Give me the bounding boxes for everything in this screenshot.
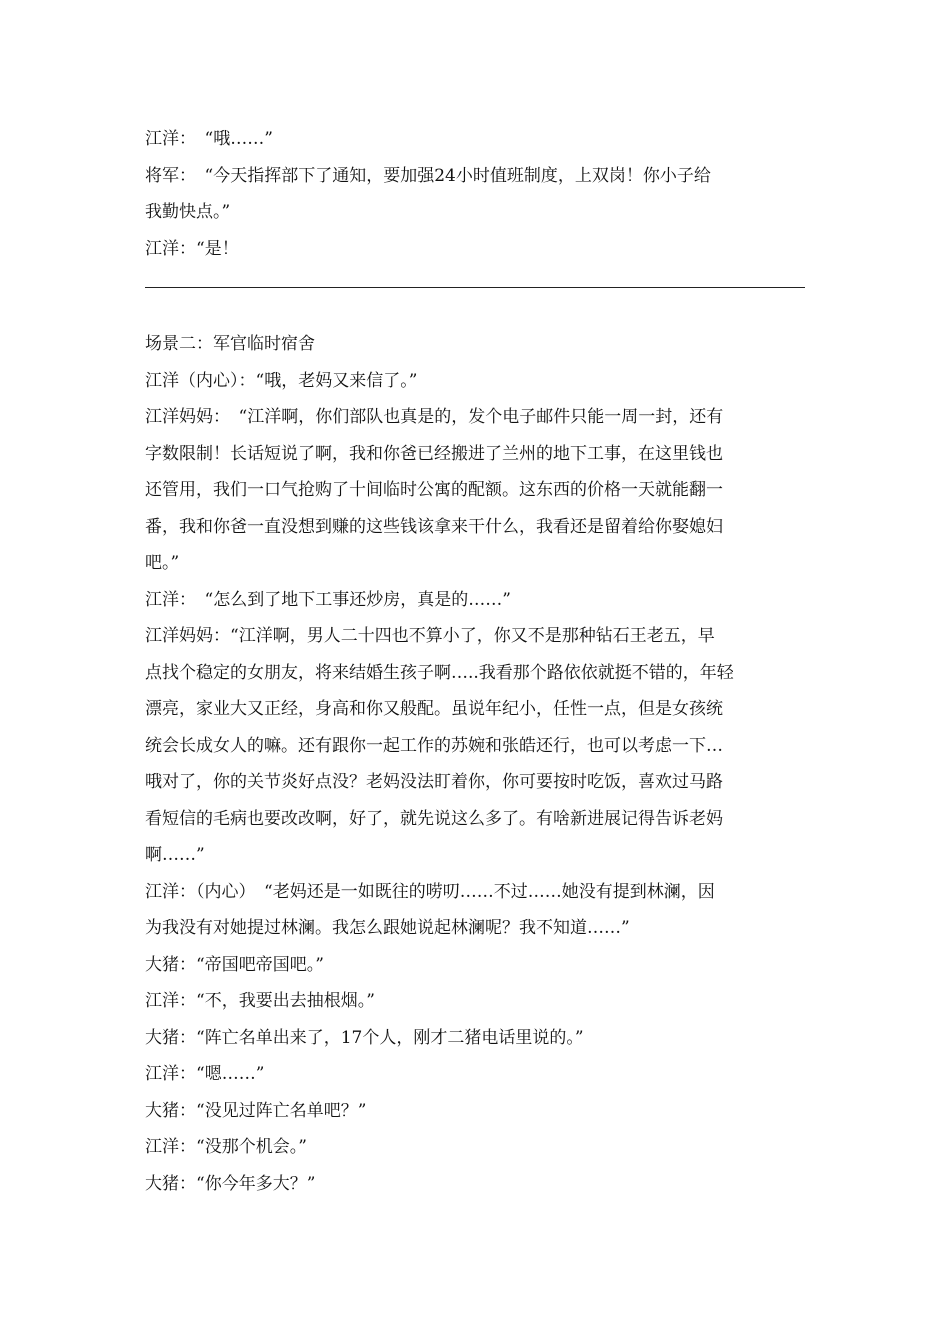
dialogue-line: 大猪：“帝国吧帝国吧。” — [145, 954, 324, 975]
dialogue-line: 江洋：“嗯……” — [145, 1064, 265, 1084]
dialogue-line: 字数限制！长话短说了啊，我和你爸已经搬进了兰州的地下工事，在这里钱也 — [145, 443, 723, 464]
dialogue-line: 还管用，我们一口气抢购了十间临时公寓的配额。这东西的价格一天就能翻一 — [145, 480, 723, 500]
dialogue-line: 为我没有对她提过林澜。我怎么跟她说起林澜呢？我不知道……” — [145, 918, 630, 938]
dialogue-line: 哦对了，你的关节炎好点没？老妈没法盯着你，你可要按时吃饭，喜欢过马路 — [145, 772, 723, 792]
dialogue-line: 江洋： “怎么到了地下工事还炒房，真是的……” — [145, 589, 511, 610]
dialogue-line: 江洋妈妈： “江洋啊，你们部队也真是的，发个电子邮件只能一周一封，还有 — [145, 407, 724, 427]
dialogue-line: 江洋：“没那个机会。” — [145, 1137, 307, 1157]
dialogue-line: 江洋：“是！ — [145, 238, 239, 259]
dialogue-line: 吧。” — [145, 553, 180, 573]
dialogue-line: 统会长成女人的嘛。还有跟你一起工作的苏婉和张皓还行，也可以考虑一下… — [145, 735, 723, 756]
dialogue-line: 将军： “今天指挥部下了通知，要加强24小时值班制度，上双岗！你小子给 — [145, 165, 711, 186]
scene-heading: 场景二：军官临时宿舍 — [145, 334, 315, 354]
dialogue-line: 我勤快点。” — [145, 202, 231, 222]
dialogue-line: 江洋：“不，我要出去抽根烟。” — [145, 991, 375, 1011]
document-page — [145, 121, 805, 1202]
section-divider — [145, 287, 805, 288]
dialogue-line: 大猪：“阵亡名单出来了，17个人，刚才二猪电话里说的。” — [145, 1027, 584, 1048]
dialogue-line: 江洋（内心）：“哦，老妈又来信了。” — [145, 370, 418, 391]
script-section-2 — [145, 326, 805, 1202]
dialogue-line: 江洋：（内心） “老妈还是一如既往的唠叨……不过……她没有提到林澜，因 — [145, 881, 715, 902]
dialogue-line: 大猪：“没见过阵亡名单吧？” — [145, 1100, 367, 1121]
script-section-1 — [145, 121, 805, 267]
dialogue-line: 江洋妈妈：“江洋啊，男人二十四也不算小了，你又不是那种钻石王老五，早 — [145, 626, 715, 646]
dialogue-line: 大猪：“你今年多大？” — [145, 1173, 316, 1194]
dialogue-line: 啊……” — [145, 845, 205, 865]
dialogue-line: 点找个稳定的女朋友，将来结婚生孩子啊…..我看那个路依依就挺不错的，年轻 — [145, 662, 734, 683]
dialogue-line: 番，我和你爸一直没想到赚的这些钱该拿来干什么，我看还是留着给你娶媳妇 — [145, 516, 723, 537]
dialogue-line: 看短信的毛病也要改改啊，好了，就先说这么多了。有啥新进展记得告诉老妈 — [145, 808, 723, 829]
dialogue-line: 漂亮，家业大又正经，身高和你又般配。虽说年纪小，任性一点，但是女孩统 — [145, 699, 723, 719]
dialogue-line: 江洋： “哦……” — [145, 129, 273, 149]
